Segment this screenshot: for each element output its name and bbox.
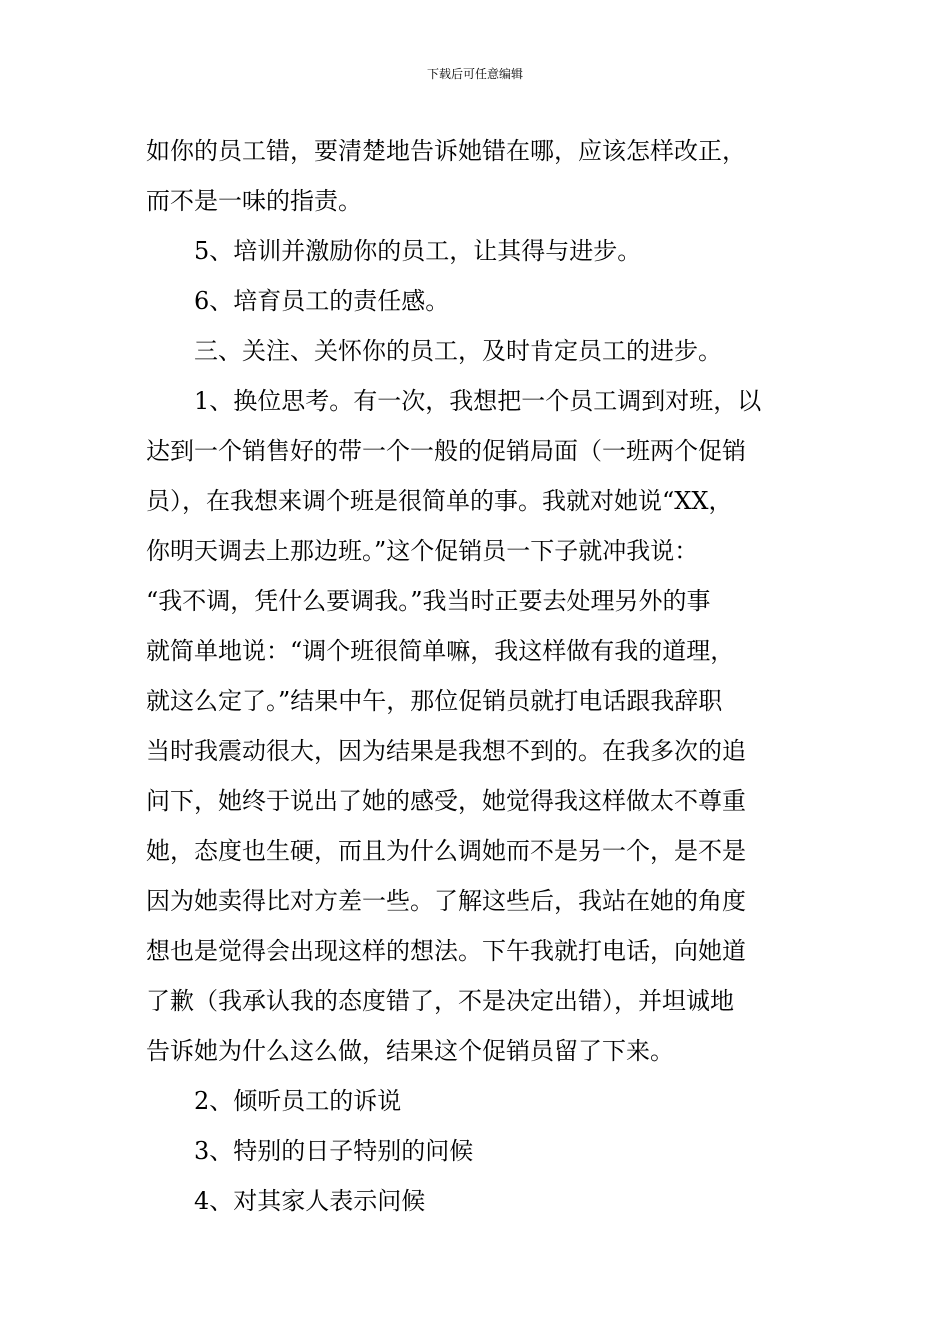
list-item: 2、倾听员工的诉说 <box>194 1087 402 1115</box>
list-item: 4、对其家人表示问候 <box>194 1187 426 1215</box>
text-line: 因为她卖得比对方差一些。了解这些后，我站在她的角度 <box>146 887 746 915</box>
text-line: 了歉（我承认我的态度错了，不是决定出错），并坦诚地 <box>146 987 734 1015</box>
list-item: 6、培育员工的责任感。 <box>194 287 450 315</box>
text-line: 你明天调去上那边班。”这个促销员一下子就冲我说： <box>146 537 699 565</box>
text-line: 达到一个销售好的带一个一般的促销局面（一班两个促销 <box>146 437 746 465</box>
text-line: 想也是觉得会出现这样的想法。下午我就打电话，向她道 <box>146 937 746 965</box>
text-line: 就简单地说：“调个班很简单嘛，我这样做有我的道理， <box>146 637 735 665</box>
text-line: 当时我震动很大，因为结果是我想不到的。在我多次的追 <box>146 737 746 765</box>
text-line: 而不是一味的指责。 <box>146 187 362 215</box>
page-header: 下载后可任意编辑 <box>426 67 523 81</box>
text-line: 就这么定了。”结果中午，那位促销员就打电话跟我辞职 <box>146 687 723 715</box>
text-line: 问下，她终于说出了她的感受，她觉得我这样做太不尊重 <box>146 787 746 815</box>
text-line: “我不调，凭什么要调我。”我当时正要去处理另外的事 <box>146 587 711 615</box>
list-item: 1、换位思考。有一次，我想把一个员工调到对班，以 <box>194 387 762 415</box>
list-item: 3、特别的日子特别的问候 <box>194 1137 474 1165</box>
list-item: 5、培训并激励你的员工，让其得与进步。 <box>194 237 642 265</box>
text-line: 她，态度也生硬，而且为什么调她而不是另一个，是不是 <box>146 837 746 865</box>
text-line: 如你的员工错，要清楚地告诉她错在哪，应该怎样改正， <box>146 137 746 165</box>
section-heading: 三、关注、关怀你的员工，及时肯定员工的进步。 <box>194 337 722 365</box>
text-line: 告诉她为什么这么做，结果这个促销员留了下来。 <box>146 1037 674 1065</box>
text-line: 员），在我想来调个班是很简单的事。我就对她说“XX， <box>146 487 733 515</box>
document-body <box>146 126 810 1226</box>
